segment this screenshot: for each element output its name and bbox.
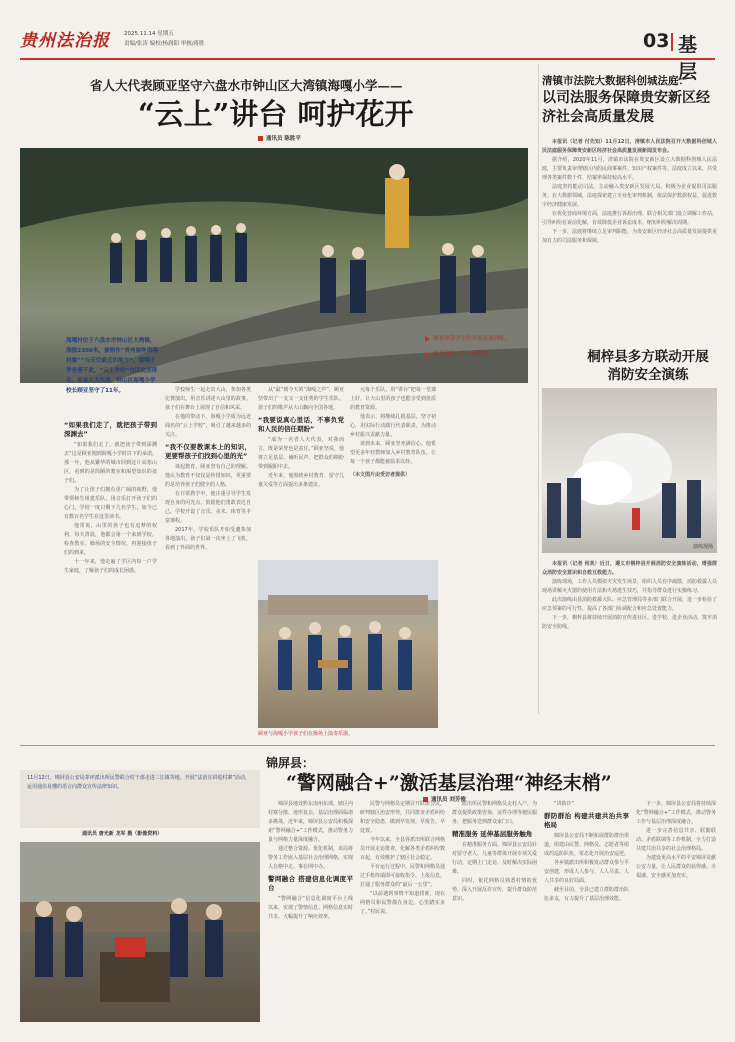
caption-arrow-icon bbox=[425, 351, 430, 357]
caption-1: 顾亚坚带学生们开展表演训练。 bbox=[425, 334, 510, 342]
story4-subhead-1: 警网融合 搭建信息化调度平台 bbox=[268, 875, 353, 892]
story2-lead: 本报讯（记者 付先知）11月12日，清镇市人民法院召开大数据科创城人民法庭服务保障贵安新区经济社会高质量发展新闻发布会。 bbox=[542, 139, 717, 154]
community-meeting-photo-icon bbox=[20, 842, 260, 1022]
story3-body: 本报讯（记者 何美）近日，遵义市桐梓县开展消防安全演练活动，增强群众消防安全意识和自救互救能力。 演练现场，工作人员模拟火灾发生场景，组织人员有序疏散，消防救援人员现场讲解灭火器的使用方法和火场逃生技巧，并指导群众进行实操练习。 此次演练由县消防救援大队、应急管理局等多部门联合开展，进一步检验了应急预案的可行性，提高了各部门协调配合和应急处置能力。 下一步，桐梓县将持续开展消防宣传进社区、进学校、进企业活动，筑牢消防安全防线。 bbox=[542, 561, 717, 630]
editors: 责编/张涛 编校/杨润阳 审核/蒋胜 bbox=[124, 41, 205, 47]
students-photo-icon bbox=[258, 560, 438, 728]
story4-intro-box bbox=[20, 770, 260, 828]
caption-arrow-icon bbox=[425, 336, 430, 342]
story2-headline-top: 清镇市法院大数据科创城法庭： bbox=[542, 75, 689, 87]
drill-photo bbox=[542, 388, 717, 553]
caption-2: 顾亚和孩子们一起唱歌。 bbox=[425, 349, 494, 357]
story1-byline: 通讯员 陈胜平 bbox=[258, 134, 301, 142]
story1-note: （本文图片由受访者提供） bbox=[350, 472, 411, 478]
story4-column-2: 民警与网格员定期召开联席会议，研判辖区治安形势，共同排查矛盾纠纷和安全隐患，做到早发现、早报告、早处置。 今年以来，全县各派出所联合网格员开展走访排查，化解各类矛盾纠纷数百起，有效维护了辖区社会稳定。 平台运行过程中，民警和网格员通过手机终端即可接收指令、上报信息，打通了服务群众的“最后一公里”。 “以前遇到事情不知道找谁，现在网格员和民警都在身边，心里踏实多了。”村民说。 bbox=[360, 801, 445, 915]
story1-headline: “云上”讲台 呵护花开 bbox=[138, 97, 414, 131]
story2-body: 本报讯（记者 付先知）11月12日，清镇市人民法院召开大数据科创城人民法庭服务保障贵安新区经济社会高质量发展新闻发布会。 据介绍，2020年11月，清镇市法院在贵安新区设立大数据科创城人民法庭，主要负责审理辖区内的民商事案件、知识产权案件等。法庭成立以来，共受理各类案件数千件，结案率保持较高水平。 法庭坚持能动司法，主动融入贵安新区发展大局，积极为企业提供司法服务。在大数据领域，法庭探索建立专业化审判机制，依法保护数据权益，促进数字经济健康发展。 在优化营商环境方面，法庭推行诉源治理，联合相关部门设立调解工作站，引导纠纷在诉前化解，有效降低企业诉讼成本，缩短纠纷解决周期。 下一步，法庭将继续立足审判职能，为贵安新区经济社会高质量发展提供更加有力的司法服务和保障。 bbox=[542, 139, 717, 244]
photo-caption: 顾亚与海嘎小学孩子们在操场上演奏乐器。 bbox=[258, 731, 354, 737]
playground-photo bbox=[258, 560, 438, 728]
story4-byline: 通讯员 刘芳俊 bbox=[423, 795, 466, 803]
story1-column-3: 从“最”到今天的“海嘎之声”，顾亚坚带出了一支又一支优秀的学生乐队。孩子们的歌声从大山飘向全国各地。 “我要说真心里话，不事负党和人民的信任期盼” “成为一名省人大代表，对我而言，既是荣誉也是责任。”顾亚坚说，他将立足基层、倾听民声，把群众的期盼带到履职中去。 近年来，他围绕乡村教育、留守儿童关爱等方面提出多条建议。 bbox=[258, 387, 344, 488]
story1-subhead-1: “如果我们走了，就把孩子带到深渊去” bbox=[64, 421, 157, 438]
issue-date: 2025.11.14 星期五 bbox=[124, 31, 174, 37]
story4-intro-credit: 通讯员 唐光新 龙军 摄（影像资料） bbox=[82, 831, 163, 837]
story1-subhead-2: “我不仅要教课本上的知识，更要帮孩子们找到心里的光” bbox=[165, 443, 251, 460]
story1-column-2: 学校师生一起走出大山，参加各类比赛演出，用音乐讲述大山里的故事。孩子们在舞台上展现了自信和风采。 在他的带动下，海嘎小学成为远近闻名的“云上学校”，吸引了越来越多的关注。 “我不仅要教课本上的知识，更要帮孩子们找到心里的光” 谈起教育，顾亚坚有自己的理解。他认为教育不仅仅是传授知识，更重要的是培养孩子们健全的人格。 在日常教学中，他注重引导学生发现自身的闪光点，鼓励他们勇敢表达自己。学校开设了音乐、美术、体育等丰富课程。 2017年，学校乐队开始受邀参加各地演出，孩子们第一次坐上了飞机，看到了外面的世界。 bbox=[165, 387, 251, 551]
newspaper-logo: 贵州法治报 bbox=[20, 31, 110, 51]
story1-column-1: “如果我们走了，就把孩子带到深渊去” “如果我们走了，就把孩子带到深渊去”这是顾亚刚到海嘎小学时许下的承诺。那一年，他从繁华的城市回到这片高寒山区，看到的是简陋的教室和渴望知识的孩子们。 为了让孩子们拥有更广阔的视野，他带领师生组建乐队，用音乐打开孩子们的心门。学校一度只剩下几名学生，如今已有数百名学生在这里读书。 他常说，山里的孩子也有追梦的权利。每天清晨，他都会第一个来到学校，检查教室、操场的安全情况，再迎接孩子们的到来。 十一年来，他走遍了学区内每一户学生家庭，了解孩子们的成长困惑。 bbox=[64, 421, 157, 574]
story1-intro: 海嘎村位于六盘水市钟山区大湾镇，海拔2300米，被称作“贵州屋脊海嘎村寨”“与天空最近的地方”。海嘎小学坐落于此，“云上学校”也因此而得名。而省人大代表、钟山区海嘎小学校长顾亚坚守了11年。 bbox=[66, 338, 158, 394]
byline-marker-icon bbox=[258, 136, 263, 141]
story4-column-1: 锦屏县地处黔东南州东部，辖区内村寨分散、地形复杂，基层治理面临诸多挑战。近年来，锦屏县公安局积极探索“警网融合+”工作模式，推动警务力量与网格力量深度融合。 通过整合资源、优化机制，该局将警务工作嵌入基层社会治理网格，实现人在格中走、事在网中办。 警网融合 搭建信息化调度平台 “警网融合”信息化调度平台上线以来，实现了警情信息、网格信息实时共享，大幅提升了响应效率。 bbox=[268, 801, 353, 920]
story3-lead: 本报讯（记者 何美）近日，遵义市桐梓县开展消防安全演练活动，增强群众消防安全意识和自救互救能力。 bbox=[542, 561, 717, 576]
fire-drill-photo-icon bbox=[542, 388, 717, 553]
story4-column-5: 下一步，锦屏县公安局将持续深化“警网融合+”工作模式，推动警务工作与基层治理深度融合。 进一步完善信息共享、联勤联动、矛盾联调等工作机制，全力打造共建共治共享的社会治理格局。 为建设更高水平的平安锦屏贡献公安力量，让人民群众的获得感、幸福感、安全感更加充实。 bbox=[636, 801, 716, 879]
page-number: 03 bbox=[643, 30, 670, 52]
story4-photo bbox=[20, 842, 260, 1022]
story4-subhead-3: 群防群治 构建共建共治共享格局 bbox=[544, 812, 629, 829]
story1-column-4: 元每个乐队，用“讲台”把每一堂课上好，让大山里的孩子也能享受到优质的教育资源。 他表示，将继续扎根基层，坚守初心，用实际行动践行代表职责，为推动乡村振兴贡献力量。 谈到未来，顾亚坚充满信心。他希望更多年轻教师加入乡村教育队伍，让每一个孩子都能被温柔以待。 （本文图片由受访者提供） bbox=[350, 387, 436, 478]
drill-photo-caption: 演练现场 bbox=[692, 544, 713, 550]
story4-headline: “警网融合+”激活基层治理“神经末梢” bbox=[286, 772, 612, 794]
story4-intro: 11月12日，锦屏县公安局茅坪派出所民警联合村干部走进三江镇等地，开展“法治宣讲进村寨”活动，运用通俗易懂的语言向群众宣传法律知识。 bbox=[27, 775, 250, 790]
story4-subhead-2: 精准服务 延伸基层服务触角 bbox=[452, 830, 533, 838]
story4-column-4: “讲防诈” 群防群治 构建共建共治共享格局 锦屏县公安局不断拓展群防群治渠道，组建由民警、网格员、志愿者等组成的巡防队伍，常态化开展治安巡逻。 各乡镇派出所积极发动群众参与平安创建，形成人人参与、人人尽责、人人共享的良好局面。 截至目前，全县已建立群防群治队伍多支，有力提升了基层治理效能。 bbox=[544, 801, 629, 902]
section-title: 基层 bbox=[678, 34, 698, 83]
story4-kicker: 锦屏县： bbox=[266, 756, 315, 770]
story1-subhead-3: “我要说真心里话，不事负党和人民的信任期盼” bbox=[258, 416, 344, 433]
story4-column-3: 派出所民警和网格员走村入户，为群众提供政策咨询、证件办理等便民服务，把服务送到群众家门口。 精准服务 延伸基层服务触角 在精准服务方面，锦屏县公安局针对留守老人、儿童等群体开展专项关爱行动，定期上门走访，及时解决实际困难。 同时，依托网格员熟悉村情的优势，深入开展反诈宣传，提升群众防范意识。 bbox=[452, 801, 537, 902]
story3-headline: 桐梓县多方联动开展消防安全演练 bbox=[587, 349, 709, 383]
story1-kicker: 省人大代表顾亚坚守六盘水市钟山区大湾镇海嘎小学—— bbox=[90, 78, 403, 93]
story2-headline-main: 以司法服务保障贵安新区经济社会高质量发展 bbox=[542, 90, 710, 125]
